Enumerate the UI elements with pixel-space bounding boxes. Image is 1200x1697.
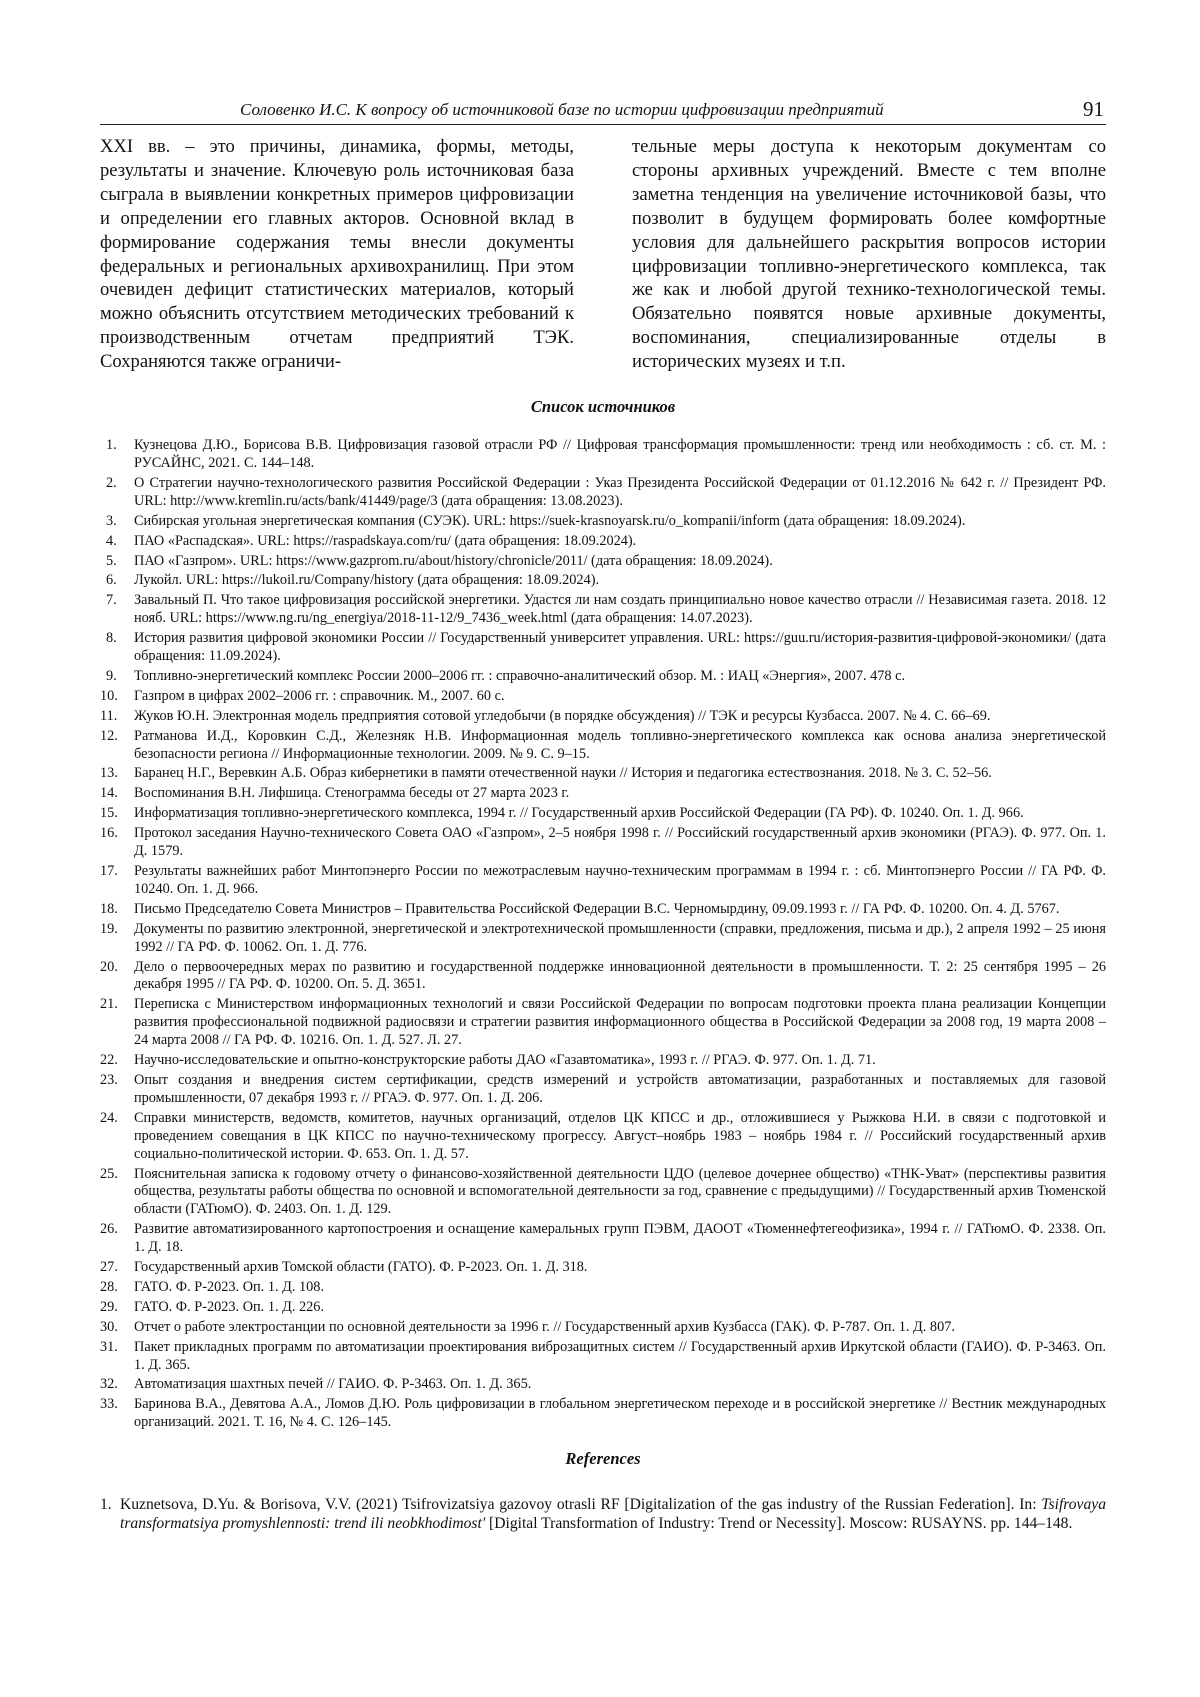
source-number: 26. bbox=[100, 1221, 118, 1238]
source-text: Информатизация топливно-энергетического комплекса, 1994 г. // Государственный архив Российской Федерации (ГА РФ). Ф. 10240. Оп. 1. Д. 966. bbox=[134, 805, 1024, 822]
left-column-paragraph: XXI вв. – это причины, динамика, формы, методы, результаты и значение. Ключевую роль источниковая база сыграла в выявлении конкретных примеров цифровизации и определении его главных акторов. Основной вклад в формирование содержания темы внесли документы федеральных и региональных архивохранилищ. При этом очевиден дефицит статистических материалов, который можно объяснить отсутствием методических требований к производственным отчетам предприятий ТЭК. Сохраняются также ограничи- bbox=[100, 136, 574, 373]
references-list bbox=[100, 1495, 1106, 1534]
source-text: Развитие автоматизированного картопостроения и оснащение камеральных групп ПЭВМ, ДАООТ «Тюменнефтегеофизика», 1994 г. // ГАТюмО. Ф. 2338. Оп. 1. Д. 18. bbox=[134, 1221, 1106, 1256]
source-number: 21. bbox=[100, 996, 118, 1013]
sources-list bbox=[100, 437, 1106, 1432]
source-text: Жуков Ю.Н. Электронная модель предприятия сотовой угледобычи (в порядке обсуждения) // ТЭК и ресурсы Кузбасса. 2007. № 4. С. 66–69. bbox=[134, 707, 991, 724]
source-item bbox=[100, 1259, 1106, 1277]
source-text: ПАО «Газпром». URL: https://www.gazprom.ru/about/history/chronicle/2011/ (дата обращения: 18.09.2024). bbox=[134, 552, 773, 569]
source-item bbox=[100, 513, 1106, 531]
source-number: 24. bbox=[100, 1109, 118, 1126]
source-item bbox=[100, 475, 1106, 511]
source-number: 28. bbox=[100, 1278, 118, 1295]
source-text: Баранец Н.Г., Веревкин А.Б. Образ кибернетики в памяти отечественной науки // История и педагогика естествознания. 2018. № 3. С. 52–56. bbox=[134, 765, 992, 782]
source-number: 11. bbox=[100, 707, 118, 724]
source-item bbox=[100, 533, 1106, 551]
source-number: 13. bbox=[100, 765, 118, 782]
source-number: 29. bbox=[100, 1298, 118, 1315]
source-item bbox=[100, 1396, 1106, 1432]
source-text: Завальный П. Что такое цифровизация российской энергетики. Удастся ли нам создать принципиально новое качество отрасли // Независимая газета. 2018. 12 нояб. URL: https://www.ng.ru/ng_energiya/2018-11-12/9_7436_week.html (дата обращения: 14.07.2023). bbox=[134, 592, 1106, 627]
source-text: Научно-исследовательские и опытно-конструкторские работы ДАО «Газавтоматика», 1993 г. // РГАЭ. Ф. 977. Оп. 1. Д. 71. bbox=[134, 1052, 876, 1069]
source-number: 8. bbox=[106, 630, 117, 647]
source-number: 7. bbox=[106, 592, 117, 609]
source-item bbox=[100, 668, 1106, 686]
source-text: Пакет прикладных программ по автоматизации проектирования виброзащитных систем // Государственный архив Иркутской области (ГАИО). Ф. Р-3463. Оп. 1. Д. 365. bbox=[134, 1338, 1106, 1373]
reference-text: Kuznetsova, D.Yu. & Borisova, V.V. (2021) Tsifrovizatsiya gazovoy otrasli RF [Digitalization of the gas industry of the Russian Federation]. In: bbox=[120, 1496, 1042, 1514]
source-text: Газпром в цифрах 2002–2006 гг. : справочник. М., 2007. 60 с. bbox=[134, 687, 505, 704]
source-number: 6. bbox=[106, 572, 117, 589]
source-number: 3. bbox=[106, 512, 117, 529]
source-number: 12. bbox=[100, 727, 118, 744]
source-text: Баринова В.А., Девятова А.А., Ломов Д.Ю. Роль цифровизации в глобальном энергетическом переходе и в российской энергетике // Вестник международных организаций. 2021. Т. 16, № 4. С. 126–145. bbox=[134, 1396, 1106, 1431]
source-text: Документы по развитию электронной, энергетической и электротехнической промышленности (справки, предложения, письма и др.), 2 апреля 1992 – 25 июня 1992 // ГА РФ. Ф. 10062. Оп. 1. Д. 776. bbox=[134, 920, 1106, 955]
source-text: Результаты важнейших работ Минтопэнерго России по межотраслевым научно-техническим программам в 1994 г. : сб. Минтопэнерго России // ГА РФ. Ф. 10240. Оп. 1. Д. 966. bbox=[134, 863, 1106, 897]
source-text: Письмо Председателю Совета Министров – Правительства Российской Федерации В.С. Черномырдину, 09.09.1993 г. // ГА РФ. Ф. 10200. Оп. 4. Д. 5767. bbox=[134, 900, 1060, 917]
body-text bbox=[100, 135, 1106, 374]
source-text: ГАТО. Ф. Р-2023. Оп. 1. Д. 108. bbox=[134, 1278, 325, 1295]
source-number: 14. bbox=[100, 785, 118, 802]
references-heading: References bbox=[565, 1449, 641, 1469]
source-item bbox=[100, 1299, 1106, 1317]
source-number: 18. bbox=[100, 900, 118, 917]
right-column bbox=[632, 135, 1106, 374]
source-number: 10. bbox=[100, 687, 118, 704]
source-item bbox=[100, 708, 1106, 726]
source-item bbox=[100, 1319, 1106, 1337]
source-item bbox=[100, 1339, 1106, 1375]
source-item bbox=[100, 630, 1106, 666]
reference-number: 1. bbox=[100, 1496, 112, 1514]
source-text: Топливно-энергетический комплекс России 2000–2006 гг. : справочно-аналитический обзор. М. : ИАЦ «Энергия», 2007. 478 с. bbox=[134, 667, 906, 684]
sources-heading: Список источников bbox=[530, 397, 676, 417]
source-item bbox=[100, 437, 1106, 473]
source-item bbox=[100, 1072, 1106, 1108]
source-item bbox=[100, 1221, 1106, 1257]
source-number: 30. bbox=[100, 1318, 118, 1335]
source-text: Воспоминания В.Н. Лифшица. Стенограмма беседы от 27 марта 2023 г. bbox=[134, 785, 570, 802]
source-text: Кузнецова Д.Ю., Борисова В.В. Цифровизация газовой отрасли РФ // Цифровая трансформация промышленности: тренд или необходимость : сб. ст. М. : РУСАЙНС, 2021. С. 144–148. bbox=[134, 437, 1106, 471]
source-item bbox=[100, 901, 1106, 919]
source-number: 20. bbox=[100, 958, 118, 975]
source-text: ПАО «Распадская». URL: https://raspadskaya.com/ru/ (дата обращения: 18.09.2024). bbox=[134, 532, 637, 549]
page-number: 91 bbox=[1083, 97, 1104, 121]
right-column-paragraph: тельные меры доступа к некоторым документам со стороны архивных учреждений. Вместе с тем вполне заметна тенденция на увеличение источниковой базы, что позволит в будущем формировать более комфортные условия для дальнейшего раскрытия вопросов истории цифровизации топливно-энергетического комплекса, так же как и любой другой технико-технологической темы. Обязательно появятся новые архивные документы, воспоминания, специализированные отделы в исторических музеях и т.п. bbox=[632, 136, 1106, 373]
reference-book-title: Tsifrovaya transformatsiya promyshlennosti: trend ili neobkhodimost' bbox=[120, 1496, 1106, 1533]
source-item bbox=[100, 1110, 1106, 1164]
source-item bbox=[100, 1279, 1106, 1297]
source-number: 17. bbox=[100, 863, 118, 879]
running-title: Соловенко И.С. К вопросу об источниковой базе по истории цифровизации предприятий bbox=[240, 100, 884, 119]
source-item bbox=[100, 1166, 1106, 1220]
source-text: Отчет о работе электростанции по основной деятельности за 1996 г. // Государственный архив Кузбасса (ГАК). Ф. Р-787. Оп. 1. Д. 807. bbox=[134, 1318, 955, 1335]
source-number: 19. bbox=[100, 920, 118, 937]
journal-page bbox=[100, 96, 1106, 1536]
source-number: 22. bbox=[100, 1052, 118, 1069]
running-header bbox=[100, 96, 1106, 125]
reference-text-end: [Digital Transformation of Industry: Trend or Necessity]. Moscow: RUSAYNS. pp. 144–148. bbox=[485, 1515, 1073, 1533]
source-number: 27. bbox=[100, 1259, 118, 1276]
source-item bbox=[100, 921, 1106, 957]
source-text: Сибирская угольная энергетическая компания (СУЭК). URL: https://suek-krasnoyarsk.ru/o_kompanii/inform (дата обращения: 18.09.2024). bbox=[134, 512, 966, 529]
source-item bbox=[100, 553, 1106, 571]
source-text: ГАТО. Ф. Р-2023. Оп. 1. Д. 226. bbox=[134, 1298, 325, 1315]
source-number: 2. bbox=[106, 474, 117, 491]
source-text: Опыт создания и внедрения систем сертификации, средств измерений и устройств автоматизации, разработанных и поставляемых для газовой промышленности, 07 декабря 1993 г. // РГАЭ. Ф. 977. Оп. 1. Д. 206. bbox=[134, 1071, 1106, 1106]
source-number: 1. bbox=[106, 437, 117, 454]
source-text: Переписка с Министерством информационных технологий и связи Российской Федерации по вопросам подготовки проекта плана реализации Концепции развития профессиональной подвижной радиосвязи и стратегии развития информационного общества в Российской Федерации за 2008 год, 19 марта 2008 – 24 марта 2008 // ГА РФ. Ф. 10216. Оп. 1. Д. 527. Л. 27. bbox=[134, 996, 1106, 1049]
reference-item bbox=[100, 1495, 1106, 1534]
source-item bbox=[100, 572, 1106, 590]
source-item bbox=[100, 765, 1106, 783]
source-number: 31. bbox=[100, 1338, 118, 1355]
source-number: 23. bbox=[100, 1071, 118, 1088]
source-number: 4. bbox=[106, 532, 117, 549]
source-item bbox=[100, 688, 1106, 706]
source-number: 9. bbox=[106, 667, 117, 684]
source-text: Пояснительная записка к годовому отчету о финансово-хозяйственной деятельности ЦДО (целевое дочернее общество) «ТНК-Уват» (перспективы развития общества, результаты работы общества по основной и вспомогательной деятельности за год, сравнение с предыдущими) // Государственный архив Тюменской области (ГАТюмО). Ф. 2403. Оп. 1. Д. 129. bbox=[134, 1165, 1106, 1218]
source-number: 5. bbox=[106, 552, 117, 569]
source-item bbox=[100, 996, 1106, 1050]
source-item bbox=[100, 592, 1106, 628]
source-item bbox=[100, 785, 1106, 803]
left-column bbox=[100, 135, 574, 374]
source-number: 32. bbox=[100, 1376, 118, 1393]
source-item bbox=[100, 728, 1106, 764]
source-number: 15. bbox=[100, 805, 118, 822]
source-number: 33. bbox=[100, 1396, 118, 1413]
source-item bbox=[100, 863, 1106, 899]
source-item bbox=[100, 1376, 1106, 1394]
source-item bbox=[100, 1052, 1106, 1070]
source-number: 25. bbox=[100, 1165, 118, 1182]
source-text: Протокол заседания Научно-технического Совета ОАО «Газпром», 2–5 ноября 1998 г. // Российский государственный архив экономики (РГАЭ). Ф. 977. Оп. 1. Д. 1579. bbox=[134, 825, 1106, 860]
source-number: 16. bbox=[100, 825, 118, 842]
source-text: Государственный архив Томской области (ГАТО). Ф. Р-2023. Оп. 1. Д. 318. bbox=[134, 1259, 588, 1276]
source-text: Ратманова И.Д., Коровкин С.Д., Железняк Н.В. Информационная модель топливно-энергетического комплекса как основа анализа энергетической безопасности региона // Информационные технологии. 2009. № 9. С. 9–15. bbox=[134, 727, 1106, 762]
source-text: Дело о первоочередных мерах по развитию и государственной поддержке инновационной деятельности в промышленности. Т. 2: 25 сентября 1995 – 26 декабря 1995 // ГА РФ. Ф. 10200. Оп. 5. Д. 3651. bbox=[134, 958, 1106, 993]
source-text: Лукойл. URL: https://lukoil.ru/Company/history (дата обращения: 18.09.2024). bbox=[134, 572, 600, 589]
source-text: О Стратегии научно-технологического развития Российской Федерации : Указ Президента Российской Федерации от 01.12.2016 № 642 г. // Президент РФ. URL: http://www.kremlin.ru/acts/bank/41449/page/3 (дата обращения: 13.08.2023). bbox=[134, 474, 1106, 509]
source-item bbox=[100, 805, 1106, 823]
source-item bbox=[100, 825, 1106, 861]
source-text: Справки министерств, ведомств, комитетов, научных организаций, отделов ЦК КПСС и др., отложившиеся у Рыжкова Н.И. в связи с подготовкой и проведением совещания в ЦК КПСС по научно-техническому прогрессу. Август–ноябрь 1983 – ноябрь 1984 г. // Российский государственный архив социально-политической истории. Ф. 653. Оп. 1. Д. 57. bbox=[134, 1109, 1106, 1162]
source-text: Автоматизация шахтных печей // ГАИО. Ф. Р-3463. Оп. 1. Д. 365. bbox=[134, 1376, 532, 1393]
source-text: История развития цифровой экономики России // Государственный университет управления. URL: https://guu.ru/история-развития-цифровой-экономики/ (дата обращения: 11.09.2024). bbox=[134, 630, 1106, 665]
source-item bbox=[100, 959, 1106, 995]
